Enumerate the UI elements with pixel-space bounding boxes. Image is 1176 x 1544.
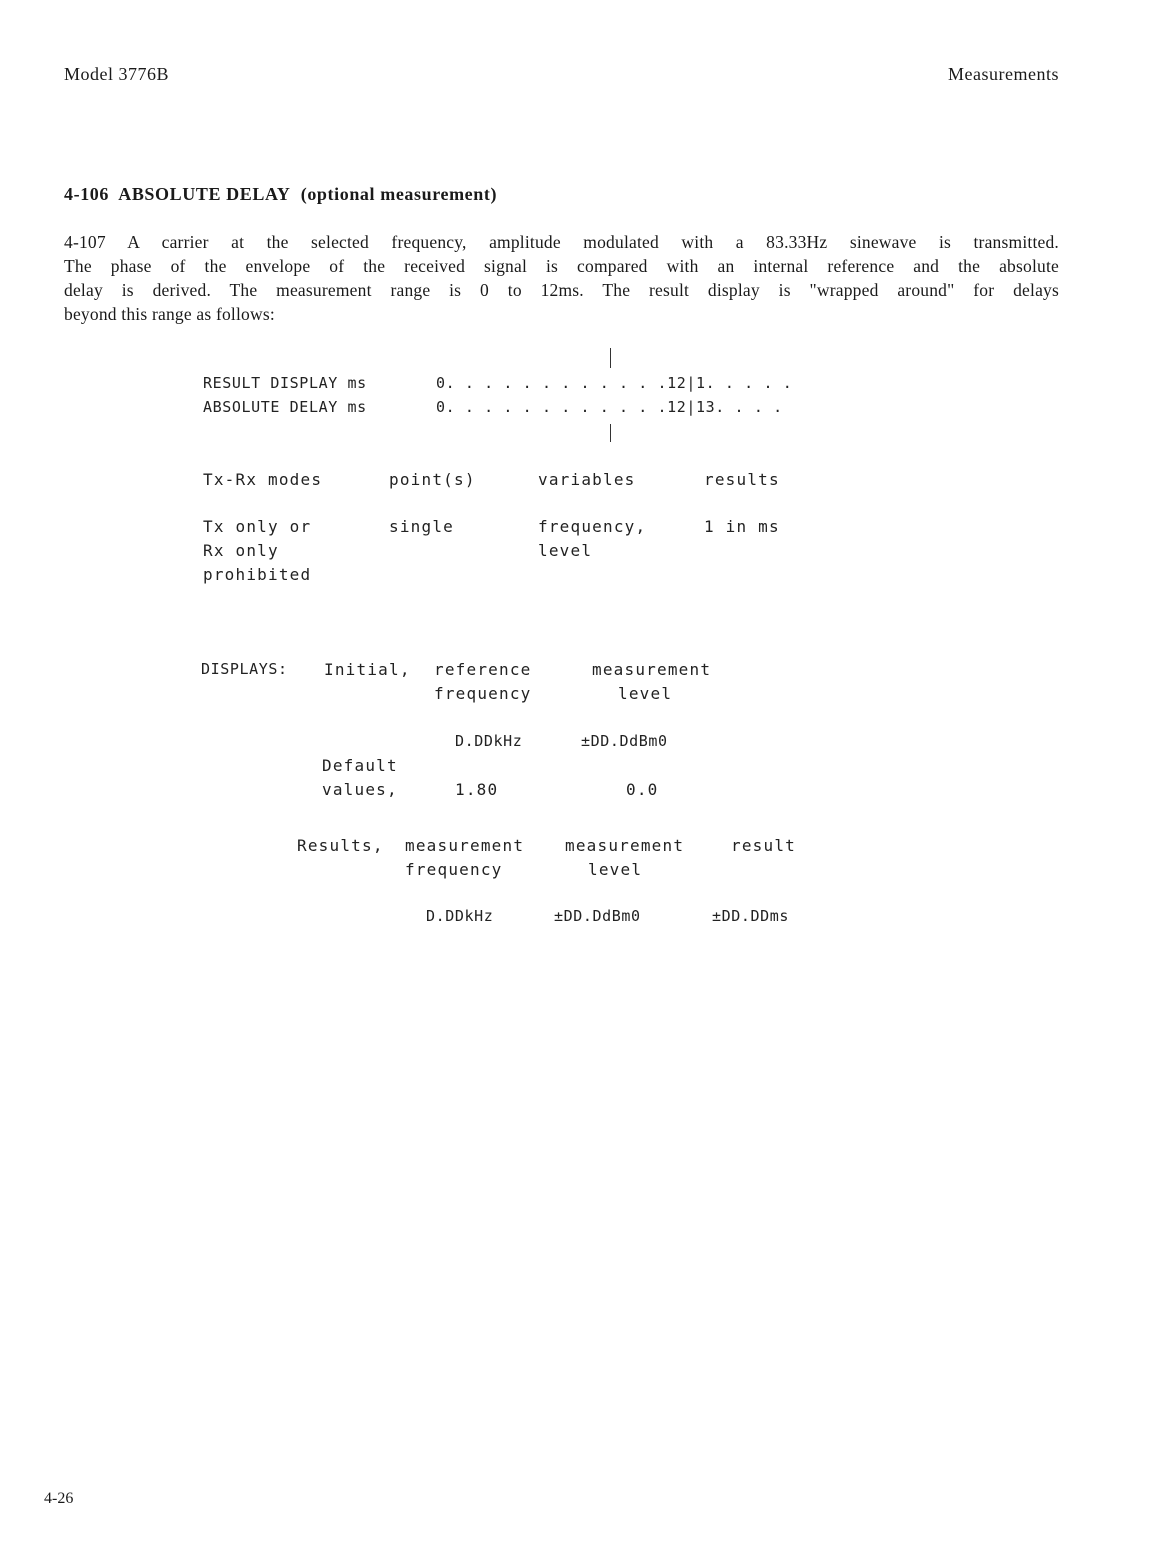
initial-format: ±DD.DdBm0: [581, 732, 668, 750]
mode-value: prohibited: [203, 565, 312, 584]
results-col-line1: result: [731, 836, 796, 855]
paragraph-line: 4-107 A carrier at the selected frequency, amplitude modulated with a 83.33Hz sinewave is transmitted.: [64, 232, 1059, 252]
mode-value: Rx only: [203, 541, 279, 560]
section-subtitle: (optional measurement): [300, 184, 498, 204]
results-col-line1: measurement: [405, 836, 525, 855]
initial-col-line2: frequency: [434, 684, 532, 703]
results-col-line1: measurement: [565, 836, 685, 855]
wrap-marker-bottom: [610, 424, 611, 442]
results-header: results: [704, 470, 780, 489]
paragraph: [64, 230, 1059, 326]
paragraph-line: beyond this range as follows:: [64, 304, 275, 324]
wrap-row-label: ABSOLUTE DELAY ms: [203, 398, 367, 416]
wrap-row-values: 0. . . . . . . . . . . .12|13. . . .: [436, 398, 783, 416]
results-label: Results,: [297, 836, 384, 855]
initial-col-line1: reference: [434, 660, 532, 679]
results-col-line2: frequency: [405, 860, 503, 879]
paragraph-line: The phase of the envelope of the received signal is compared with an internal reference and the absolute: [64, 256, 1059, 276]
variables-header: variables: [538, 470, 636, 489]
section-number: 4-106: [64, 184, 109, 204]
points-value: single: [389, 517, 454, 536]
default-label: Default: [322, 756, 398, 775]
wrap-row-label: RESULT DISPLAY ms: [203, 374, 367, 392]
initial-label: Initial,: [324, 660, 411, 679]
results-format: ±DD.DDms: [712, 907, 790, 925]
results-col-line2: level: [588, 860, 643, 879]
variables-value: frequency,: [538, 517, 647, 536]
results-format: ±DD.DdBm0: [554, 907, 641, 925]
initial-col-line1: measurement: [592, 660, 712, 679]
wrap-marker-top: [610, 348, 611, 368]
results-value: 1 in ms: [704, 517, 780, 536]
default-value: 0.0: [626, 780, 659, 799]
page-number: 4-26: [44, 1490, 74, 1507]
section-title: ABSOLUTE DELAY: [118, 184, 291, 204]
displays-label: DISPLAYS:: [201, 660, 288, 678]
wrap-row-values: 0. . . . . . . . . . . .12|1. . . . .: [436, 374, 793, 392]
points-header: point(s): [389, 470, 476, 489]
paragraph-line: delay is derived. The measurement range is 0 to 12ms. The result display is "wrapped around" for delays: [64, 280, 1059, 300]
initial-col-line2: level: [618, 684, 673, 703]
modes-header: Tx-Rx modes: [203, 470, 323, 489]
section-heading: [64, 184, 497, 205]
default-value: 1.80: [455, 780, 499, 799]
header-left: Model 3776B: [64, 64, 170, 84]
header-right: Measurements: [948, 64, 1059, 84]
mode-value: Tx only or: [203, 517, 312, 536]
default-label: values,: [322, 780, 398, 799]
results-format: D.DDkHz: [426, 907, 494, 925]
initial-format: D.DDkHz: [455, 732, 523, 750]
variables-value: level: [538, 541, 593, 560]
